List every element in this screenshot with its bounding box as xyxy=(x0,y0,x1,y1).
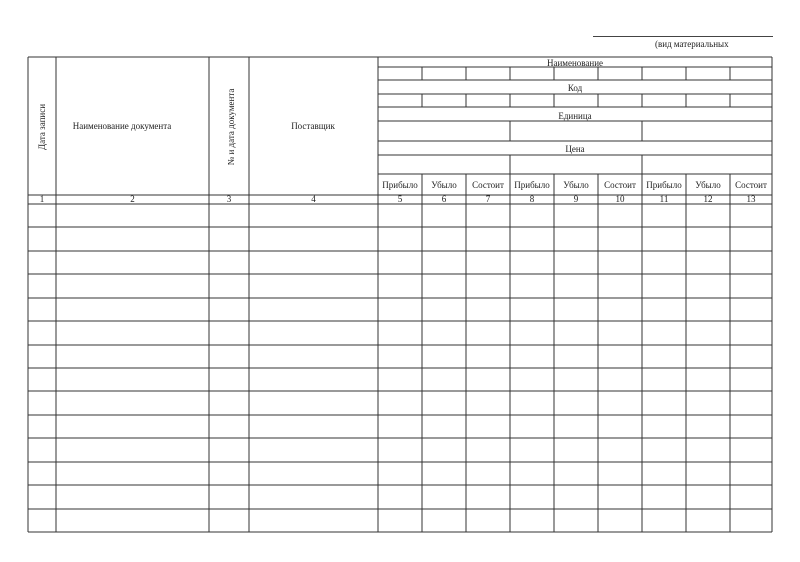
row-label-price: Цена xyxy=(565,144,585,154)
header-subtitle: (вид материальных xyxy=(655,39,729,49)
movement-label: Состоит xyxy=(472,180,504,190)
column-number: 9 xyxy=(573,194,579,204)
col-header-document-name: Наименование документа xyxy=(72,121,172,131)
col-header-document-number-date: № и дата документа xyxy=(226,88,236,166)
column-number: 11 xyxy=(659,194,669,204)
column-number: 6 xyxy=(441,194,447,204)
col-header-supplier: Поставщик xyxy=(291,121,335,131)
col-header-date: Дата записи xyxy=(37,103,47,151)
column-number: 3 xyxy=(226,194,232,204)
row-label-name: Наименование xyxy=(546,58,604,68)
column-number: 12 xyxy=(703,194,713,204)
movement-label: Убыло xyxy=(431,180,457,190)
movement-label: Убыло xyxy=(563,180,589,190)
column-number: 1 xyxy=(39,194,45,204)
column-number: 10 xyxy=(615,194,625,204)
movement-label: Состоит xyxy=(604,180,636,190)
movement-label: Убыло xyxy=(695,180,721,190)
column-number: 2 xyxy=(130,194,135,204)
column-number: 7 xyxy=(485,194,491,204)
row-label-unit: Единица xyxy=(558,111,592,121)
column-number: 4 xyxy=(311,194,316,204)
column-number: 13 xyxy=(746,194,756,204)
movement-label: Прибыло xyxy=(646,180,682,190)
column-number: 8 xyxy=(529,194,535,204)
movement-label: Прибыло xyxy=(382,180,418,190)
row-label-code: Код xyxy=(567,83,583,93)
movement-label: Прибыло xyxy=(514,180,550,190)
column-number: 5 xyxy=(397,194,403,204)
movement-label: Состоит xyxy=(735,180,767,190)
